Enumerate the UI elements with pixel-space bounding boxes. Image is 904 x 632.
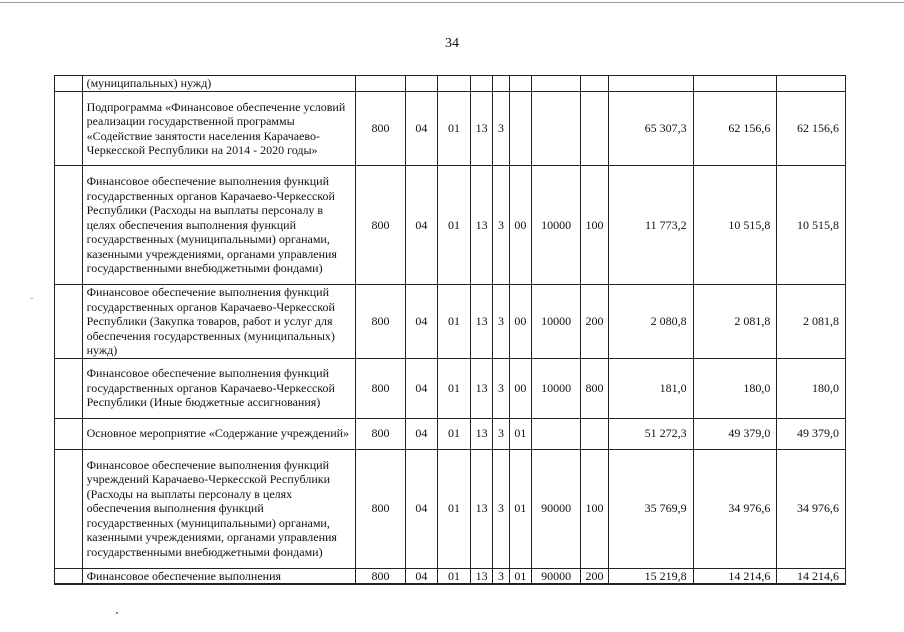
amount-cell-1: 51 272,3 bbox=[608, 418, 693, 449]
subprogram-part-cell: 3 bbox=[493, 285, 509, 359]
ministry-code-cell: 800 bbox=[356, 285, 405, 359]
table-row bbox=[55, 76, 846, 92]
ministry-code-cell: 800 bbox=[356, 92, 405, 166]
subprogram-part-cell: 3 bbox=[493, 568, 509, 584]
direction-code-cell: 90000 bbox=[532, 568, 581, 584]
ministry-code-cell bbox=[356, 76, 405, 92]
expense-type-cell bbox=[581, 76, 609, 92]
amount-cell-1: 2 080,8 bbox=[608, 285, 693, 359]
section-code-cell: 04 bbox=[405, 92, 438, 166]
program-code-cell bbox=[438, 76, 471, 92]
subprogram-code-cell: 13 bbox=[470, 285, 492, 359]
expense-type-cell: 200 bbox=[581, 568, 609, 584]
section-code-cell: 04 bbox=[405, 418, 438, 449]
amount-cell-2: 10 515,8 bbox=[693, 166, 777, 285]
subprogram-code-cell: 13 bbox=[470, 418, 492, 449]
amount-cell-1: 65 307,3 bbox=[608, 92, 693, 166]
event-code-cell: 01 bbox=[509, 449, 531, 568]
page-number: 34 bbox=[445, 36, 459, 51]
subprogram-code-cell: 13 bbox=[470, 449, 492, 568]
row-number-cell bbox=[55, 449, 83, 568]
amount-cell-1: 35 769,9 bbox=[608, 449, 693, 568]
description-cell: Финансовое обеспечение выполнения bbox=[82, 568, 356, 584]
ministry-code-cell: 800 bbox=[356, 449, 405, 568]
scan-speck bbox=[116, 612, 118, 614]
row-number-cell bbox=[55, 418, 83, 449]
expense-type-cell bbox=[581, 92, 609, 166]
description-cell: Основное мероприятие «Содержание учреждений» bbox=[82, 418, 356, 449]
program-code-cell: 01 bbox=[438, 568, 471, 584]
amount-cell-3: 62 156,6 bbox=[777, 92, 846, 166]
direction-code-cell: 90000 bbox=[532, 449, 581, 568]
ministry-code-cell: 800 bbox=[356, 568, 405, 584]
table-row bbox=[55, 166, 846, 285]
amount-cell-2: 62 156,6 bbox=[693, 92, 777, 166]
expense-type-cell: 200 bbox=[581, 285, 609, 359]
amount-cell-1: 11 773,2 bbox=[608, 166, 693, 285]
event-code-cell: 01 bbox=[509, 418, 531, 449]
event-code-cell bbox=[509, 92, 531, 166]
event-code-cell bbox=[509, 76, 531, 92]
direction-code-cell bbox=[532, 92, 581, 166]
subprogram-code-cell: 13 bbox=[470, 92, 492, 166]
amount-cell-2: 49 379,0 bbox=[693, 418, 777, 449]
amount-cell-1: 15 219,8 bbox=[608, 568, 693, 584]
amount-cell-1: 181,0 bbox=[608, 358, 693, 418]
description-cell: (муниципальных) нужд) bbox=[82, 76, 356, 92]
table-row bbox=[55, 358, 846, 418]
program-code-cell: 01 bbox=[438, 166, 471, 285]
row-number-cell bbox=[55, 285, 83, 359]
amount-cell-3: 10 515,8 bbox=[777, 166, 846, 285]
description-cell: Финансовое обеспечение выполнения функций государственных органов Карачаево-Черкесской Республики (Закупка товаров, работ и услуг для обеспечения государственных (муниципальных) нужд) bbox=[82, 285, 356, 359]
subprogram-part-cell bbox=[493, 76, 509, 92]
event-code-cell: 00 bbox=[509, 166, 531, 285]
amount-cell-3: 14 214,6 bbox=[777, 568, 846, 584]
direction-code-cell: 10000 bbox=[532, 285, 581, 359]
expense-type-cell bbox=[581, 418, 609, 449]
amount-cell-3: 49 379,0 bbox=[777, 418, 846, 449]
event-code-cell: 01 bbox=[509, 568, 531, 584]
ministry-code-cell: 800 bbox=[356, 166, 405, 285]
expense-type-cell: 100 bbox=[581, 166, 609, 285]
section-code-cell: 04 bbox=[405, 285, 438, 359]
amount-cell-2: 180,0 bbox=[693, 358, 777, 418]
event-code-cell: 00 bbox=[509, 358, 531, 418]
subprogram-part-cell: 3 bbox=[493, 166, 509, 285]
program-code-cell: 01 bbox=[438, 358, 471, 418]
description-cell: Финансовое обеспечение выполнения функций учреждений Карачаево-Черкесской Республики (Расходы на выплаты персоналу в целях обеспечения выполнения функций государственных (муниципальными) органами, казенными учреждениями, органами управления государственными внебюджетными фондами) bbox=[82, 449, 356, 568]
program-code-cell: 01 bbox=[438, 285, 471, 359]
amount-cell-2: 2 081,8 bbox=[693, 285, 777, 359]
subprogram-part-cell: 3 bbox=[493, 449, 509, 568]
section-code-cell: 04 bbox=[405, 358, 438, 418]
table-row bbox=[55, 418, 846, 449]
section-code-cell bbox=[405, 76, 438, 92]
row-number-cell bbox=[55, 358, 83, 418]
section-code-cell: 04 bbox=[405, 568, 438, 584]
direction-code-cell: 10000 bbox=[532, 166, 581, 285]
subprogram-part-cell: 3 bbox=[493, 418, 509, 449]
amount-cell-3: 2 081,8 bbox=[777, 285, 846, 359]
subprogram-part-cell: 3 bbox=[493, 92, 509, 166]
amount-cell-3: 180,0 bbox=[777, 358, 846, 418]
table-row bbox=[55, 92, 846, 166]
budget-table bbox=[54, 75, 846, 585]
amount-cell-2: 14 214,6 bbox=[693, 568, 777, 584]
expense-type-cell: 100 bbox=[581, 449, 609, 568]
top-rule bbox=[0, 2, 904, 3]
subprogram-code-cell: 13 bbox=[470, 358, 492, 418]
section-code-cell: 04 bbox=[405, 166, 438, 285]
event-code-cell: 00 bbox=[509, 285, 531, 359]
ministry-code-cell: 800 bbox=[356, 358, 405, 418]
amount-cell-2 bbox=[693, 76, 777, 92]
ministry-code-cell: 800 bbox=[356, 418, 405, 449]
program-code-cell: 01 bbox=[438, 92, 471, 166]
row-number-cell bbox=[55, 166, 83, 285]
direction-code-cell bbox=[532, 76, 581, 92]
margin-mark: - bbox=[30, 293, 34, 304]
subprogram-part-cell: 3 bbox=[493, 358, 509, 418]
description-cell: Подпрограмма «Финансовое обеспечение условий реализации государственной программы «Содействие занятости населения Карачаево-Черкесской Республики на 2014 - 2020 годы» bbox=[82, 92, 356, 166]
row-number-cell bbox=[55, 76, 83, 92]
table-row bbox=[55, 449, 846, 568]
subprogram-code-cell: 13 bbox=[470, 166, 492, 285]
amount-cell-3: 34 976,6 bbox=[777, 449, 846, 568]
amount-cell-1 bbox=[608, 76, 693, 92]
direction-code-cell: 10000 bbox=[532, 358, 581, 418]
amount-cell-3 bbox=[777, 76, 846, 92]
program-code-cell: 01 bbox=[438, 449, 471, 568]
description-cell: Финансовое обеспечение выполнения функций государственных органов Карачаево-Черкесской Республики (Расходы на выплаты персоналу в целях обеспечения выполнения функций государственных (муниципальными) органами, казенными учреждениями, органами управления государственными внебюджетными фондами) bbox=[82, 166, 356, 285]
row-number-cell bbox=[55, 568, 83, 584]
table-row bbox=[55, 568, 846, 584]
row-number-cell bbox=[55, 92, 83, 166]
table-row bbox=[55, 285, 846, 359]
subprogram-code-cell bbox=[470, 76, 492, 92]
program-code-cell: 01 bbox=[438, 418, 471, 449]
subprogram-code-cell: 13 bbox=[470, 568, 492, 584]
description-cell: Финансовое обеспечение выполнения функций государственных органов Карачаево-Черкесской Республики (Иные бюджетные ассигнования) bbox=[82, 358, 356, 418]
section-code-cell: 04 bbox=[405, 449, 438, 568]
expense-type-cell: 800 bbox=[581, 358, 609, 418]
amount-cell-2: 34 976,6 bbox=[693, 449, 777, 568]
direction-code-cell bbox=[532, 418, 581, 449]
